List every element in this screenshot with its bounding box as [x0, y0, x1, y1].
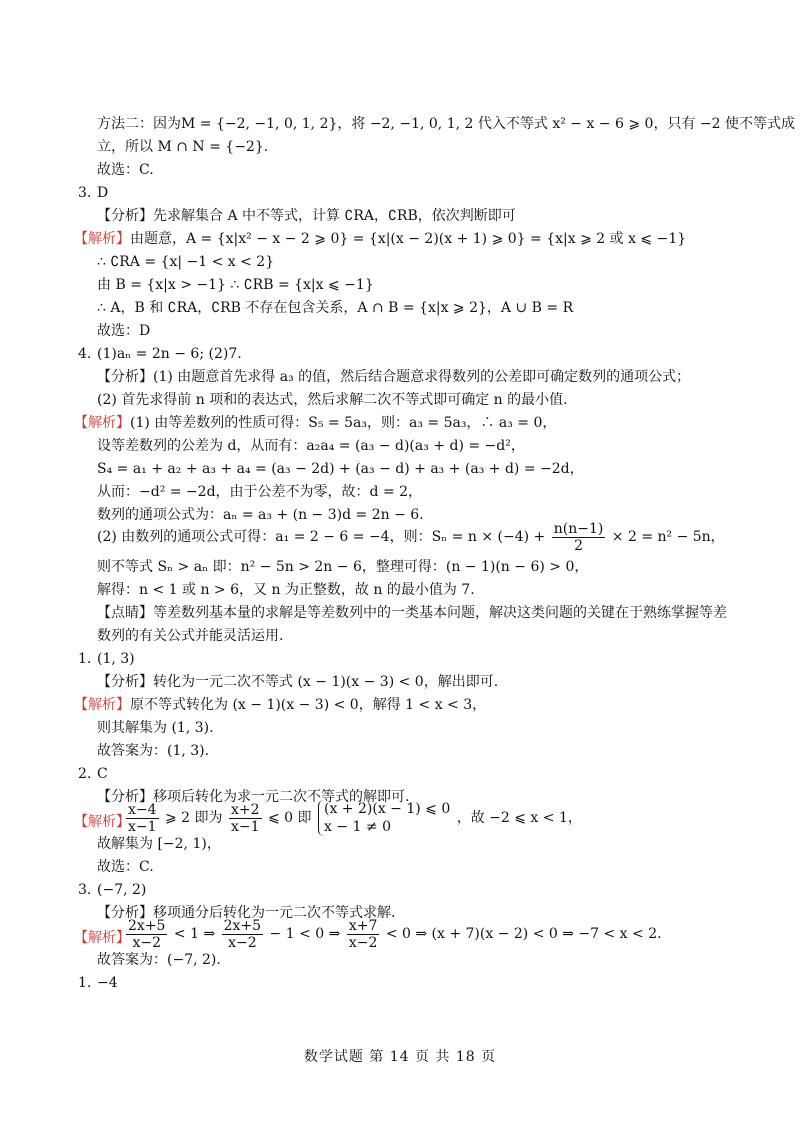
solution-tag: 【解析】 — [74, 930, 130, 946]
text-line: S₄ = a₁ + a₂ + a₃ + a₄ = (a₃ − 2d) + (a₃ − d) + a₃ + (a₃ + d) = −2d， — [97, 461, 584, 477]
solution-tag: 【解析】 — [74, 231, 130, 247]
item-number: 4. — [78, 346, 92, 362]
comment-line: 【点睛】等差数列基本量的求解是等差数列中的一类基本问题，解决这类问题的关键在于熟练掌握等差 — [97, 605, 727, 621]
text-line: 设等差数列的公差为 d，从而有：a₂a₄ = (a₃ − d)(a₃ + d) = −d²， — [97, 438, 525, 454]
numerator: x−4 — [128, 801, 157, 818]
solution-tag: 【解析】 — [74, 697, 130, 713]
text-line: 故答案为：(1, 3). — [97, 743, 210, 759]
denominator: x−1 — [128, 818, 157, 835]
text-line: 故答案为：(−7, 2). — [97, 952, 221, 968]
text-line: 则不等式 Sₙ > aₙ 即：n² − 5n > 2n − 6，整理可得：(n − 1)(n − 6) > 0， — [97, 559, 589, 575]
item-number: 1. — [78, 651, 92, 667]
solution-tag: 【解析】 — [74, 814, 130, 830]
denominator: x−1 — [231, 818, 260, 835]
analysis-line: 【分析】(1) 由题意首先求得 a₃ 的值，然后结合题意求得数列的公差即可确定数列的通项公式； — [97, 369, 691, 385]
text-line: (1) 由等差数列的性质可得：S₅ = 5a₃，则：a₃ = 5a₃，∴ a₃ = 0， — [130, 415, 557, 431]
text-segment: ⩽ 0 即 — [268, 810, 312, 826]
fraction — [222, 918, 263, 951]
analysis-line: 【分析】转化为一元二次不等式 (x − 1)(x − 3) < 0，解出即可. — [97, 674, 499, 690]
fraction — [126, 918, 167, 951]
inequality-system — [318, 800, 450, 836]
text-line: 由题意，A = {x|x² − x − 2 ⩾ 0} = {x|(x − 2)(x + 1) ⩾ 0} = {x|x ⩾ 2 或 x ⩽ −1} — [130, 231, 687, 247]
text-segment: < 0 ⇒ (x + 7)(x − 2) < 0 ⇒ −7 < x < 2. — [385, 926, 662, 942]
numerator: n(n−1) — [553, 520, 604, 537]
text-line: 立，所以 M ∩ N = {−2}. — [97, 139, 269, 155]
analysis-line: 【分析】移项通分后转化为一元二次不等式求解. — [97, 905, 396, 921]
numerator: x+2 — [231, 801, 260, 818]
answer: −4 — [97, 975, 118, 991]
item-number: 3. — [78, 882, 92, 898]
formula-line — [124, 798, 582, 838]
fraction — [347, 918, 380, 951]
system-row: (x + 2)(x − 1) ⩽ 0 — [324, 801, 451, 817]
text-segment: − 1 < 0 ⇒ — [269, 926, 341, 942]
formula-line — [97, 520, 725, 554]
system-row: x − 1 ≠ 0 — [324, 819, 391, 835]
item-number: 2. — [78, 766, 92, 782]
answer: (−7, 2) — [97, 882, 147, 898]
text-line: 故选：C. — [97, 162, 154, 178]
denominator: x−2 — [348, 934, 378, 951]
denominator: x−2 — [132, 934, 161, 951]
denominator: x−2 — [228, 934, 257, 951]
text-line: (2) 首先求得前 n 项和的表达式，然后求解二次不等式即可确定 n 的最小值. — [97, 392, 568, 408]
numerator: x+7 — [348, 917, 378, 934]
text-line: 数列的有关公式并能灵活运用. — [97, 628, 284, 644]
page-footer: 数学试题 第 14 页 共 18 页 — [303, 1049, 497, 1065]
fraction — [229, 802, 262, 835]
text-line: ∴ ∁RA = {x| −1 < x < 2} — [97, 254, 275, 270]
text-segment: (2) 由数列的通项公式可得：a₁ = 2 − 6 = −4，则：Sₙ = n × (−4) + — [97, 529, 546, 545]
item-number: 1. — [78, 975, 92, 991]
text-line: 故选：D — [97, 323, 151, 339]
text-line: 原不等式转化为 (x − 1)(x − 3) < 0，解得 1 < x < 3， — [130, 697, 487, 713]
formula-line — [124, 914, 662, 954]
text-segment: × 2 = n² − 5n， — [611, 529, 725, 545]
text-segment: ，故 −2 ⩽ x < 1， — [456, 810, 582, 826]
text-line: 数列的通项公式为：aₙ = a₃ + (n − 3)d = 2n − 6. — [97, 507, 424, 523]
text-line: 解得：n < 1 或 n > 6，又 n 为正整数，故 n 的最小值为 7. — [97, 582, 475, 598]
numerator: 2x+5 — [223, 917, 262, 934]
solution-tag: 【解析】 — [74, 415, 130, 431]
item-number: 3. — [78, 185, 92, 201]
text-line: 故解集为 [−2, 1)， — [97, 836, 221, 852]
answer: D — [97, 185, 109, 201]
text-line: 方法二：因为M = {−2, −1, 0, 1, 2}，将 −2, −1, 0, 1, 2 代入不等式 x² − x − 6 ⩾ 0，只有 −2 使不等式成 — [97, 116, 795, 132]
answer: (1, 3) — [97, 651, 135, 667]
answer: C — [97, 766, 108, 782]
text-line: 则其解集为 (1, 3). — [97, 720, 214, 736]
text-line: 故选：C. — [97, 859, 154, 875]
analysis-line: 【分析】移项后转化为求一元二次不等式的解即可. — [97, 789, 410, 805]
text-line: 从而：−d² = −2d，由于公差不为零，故：d = 2， — [97, 484, 423, 500]
analysis-line: 【分析】先求解集合 A 中不等式，计算 ∁RA，∁RB，依次判断即可 — [97, 208, 516, 224]
denominator: 2 — [574, 537, 583, 554]
answer: (1)aₙ = 2n − 6; (2)7. — [97, 346, 242, 362]
text-segment: < 1 ⇒ — [173, 926, 216, 942]
fraction — [126, 802, 159, 835]
text-segment: ⩾ 2 即为 — [165, 810, 223, 826]
text-line: ∴ A，B 和 ∁RA，∁RB 不存在包含关系，A ∩ B = {x|x ⩾ 2}，A ∪ B = R — [97, 300, 574, 316]
numerator: 2x+5 — [128, 917, 166, 934]
text-line: 由 B = {x|x > −1} ∴ ∁RB = {x|x ⩽ −1} — [97, 277, 374, 293]
fraction — [552, 521, 606, 554]
